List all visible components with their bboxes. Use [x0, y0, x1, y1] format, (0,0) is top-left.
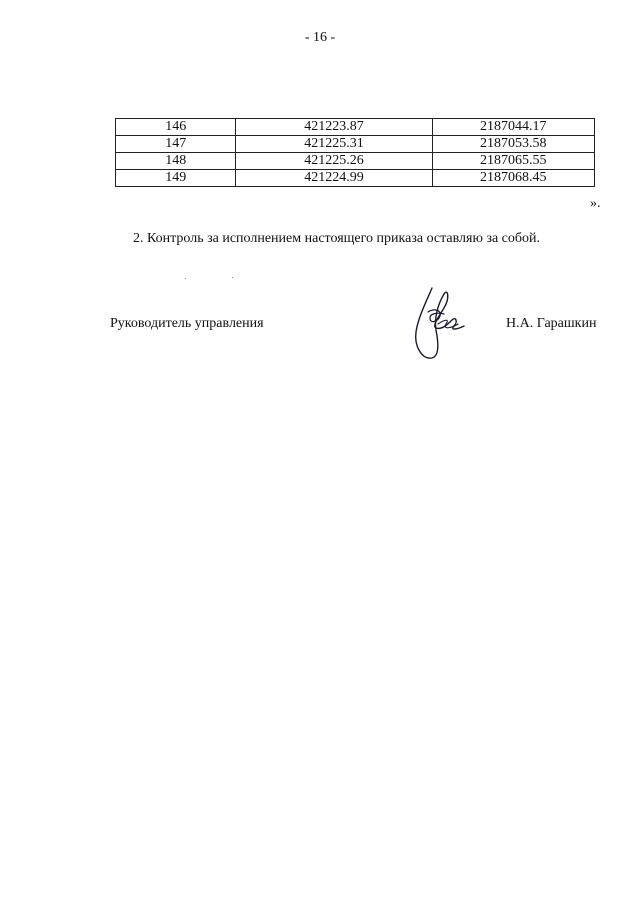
signatory-name: Н.А. Гарашкин	[506, 316, 597, 331]
scan-speck	[232, 277, 233, 278]
page-number: - 16 -	[304, 30, 336, 45]
point-number-cell: 149	[116, 170, 236, 187]
y-coordinate-cell: 2187053.58	[432, 136, 594, 153]
table-row	[116, 170, 595, 187]
scan-speck	[185, 278, 186, 279]
y-coordinate-cell: 2187065.55	[432, 153, 594, 170]
y-coordinate-cell: 2187068.45	[432, 170, 594, 187]
point-number-cell: 147	[116, 136, 236, 153]
table-row	[116, 153, 595, 170]
x-coordinate-cell: 421224.99	[236, 170, 432, 187]
handwritten-signature	[408, 284, 470, 364]
coordinates-table-body	[116, 119, 595, 187]
signatory-title: Руководитель управления	[110, 316, 264, 331]
table-row	[116, 136, 595, 153]
x-coordinate-cell: 421225.31	[236, 136, 432, 153]
point-number-cell: 148	[116, 153, 236, 170]
closing-quote: ».	[590, 196, 601, 211]
control-paragraph: 2. Контроль за исполнением настоящего приказа оставляю за собой.	[133, 231, 541, 246]
y-coordinate-cell: 2187044.17	[432, 119, 594, 136]
x-coordinate-cell: 421225.26	[236, 153, 432, 170]
coordinates-table	[115, 118, 595, 187]
point-number-cell: 146	[116, 119, 236, 136]
table-row	[116, 119, 595, 136]
x-coordinate-cell: 421223.87	[236, 119, 432, 136]
